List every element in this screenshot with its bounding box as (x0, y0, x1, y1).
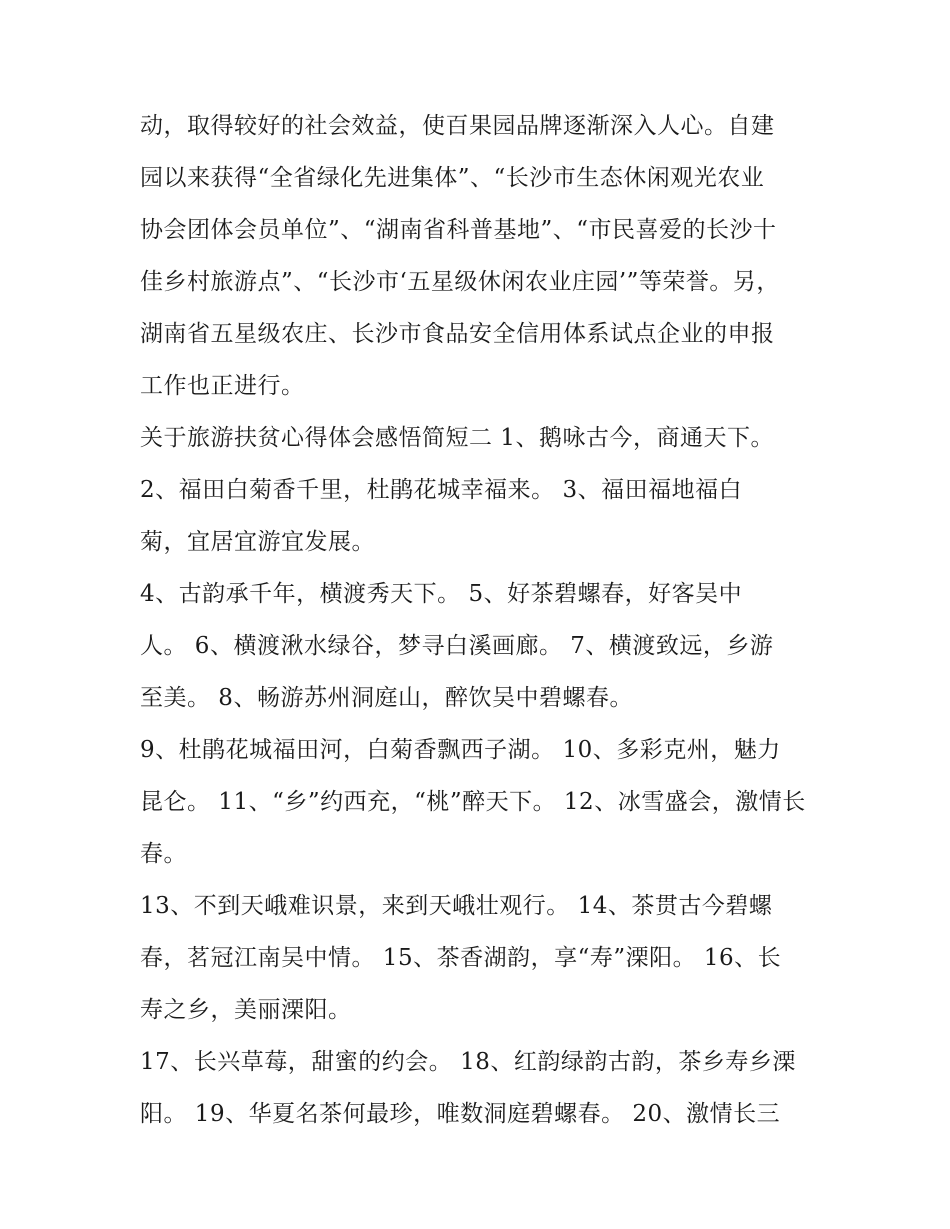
text-line: 昆仑。 11、“乡”约西充，“桃”醉天下。 12、冰雪盛会，激情长 (140, 789, 806, 815)
text-line: 菊，宜居宜游宜发展。 (140, 529, 375, 555)
paragraph-slogans-4-8 (140, 568, 820, 724)
text-line: 寿之乡，美丽溧阳。 (140, 997, 352, 1023)
text-line: 动，取得较好的社会效益，使百果园品牌逐渐深入人心。自建 (140, 113, 775, 139)
paragraph-section-heading (140, 412, 820, 464)
paragraph-slogans-9-12 (140, 724, 820, 880)
text-line: 至美。 8、畅游苏州洞庭山，醉饮吴中碧螺春。 (140, 685, 633, 711)
text-line: 春，茗冠江南吴中情。 15、茶香湖韵，享“寿”溧阳。 16、长 (140, 945, 782, 971)
text-line: 9、杜鹃花城福田河，白菊香飘西子湖。 10、多彩克州，魅力 (140, 737, 781, 763)
paragraph-baiguoyuan-honors (140, 100, 820, 412)
paragraph-slogans-17-20 (140, 1036, 820, 1140)
text-line: 春。 (140, 841, 187, 867)
text-line: 人。 6、横渡湫水绿谷，梦寻白溪画廊。 7、横渡致远，乡游 (140, 633, 774, 659)
document-body (140, 100, 820, 1140)
text-line: 17、长兴草莓，甜蜜的约会。 18、红韵绿韵古韵，茶乡寿乡溧 (140, 1049, 796, 1075)
text-line: 2、福田白菊香千里，杜鹃花城幸福来。 3、福田福地福白 (140, 477, 743, 503)
text-line: 佳乡村旅游点”、“长沙市‘五星级休闲农业庄园’”等荣誉。另， (140, 269, 780, 295)
text-line: 阳。 19、华夏名茶何最珍，唯数洞庭碧螺春。 20、激情长三 (140, 1101, 781, 1127)
paragraph-slogans-13-16 (140, 880, 820, 1036)
text-line: 湖南省五星级农庄、长沙市食品安全信用体系试点企业的申报 (140, 321, 775, 347)
text-line: 4、古韵承千年，横渡秀天下。 5、好茶碧螺春，好客吴中 (140, 581, 743, 607)
text-line: 工作也正进行。 (140, 373, 305, 399)
text-line: 13、不到天峨难识景，来到天峨壮观行。 14、茶贯古今碧螺 (140, 893, 773, 919)
text-line: 关于旅游扶贫心得体会感悟简短二 1、鹅咏古今，商通天下。 (140, 425, 774, 451)
paragraph-slogans-2-3 (140, 464, 820, 568)
text-line: 协会团体会员单位”、“湖南省科普基地”、“市民喜爱的长沙十 (140, 217, 777, 243)
text-line: 园以来获得“全省绿化先进集体”、“长沙市生态休闲观光农业 (140, 165, 765, 191)
